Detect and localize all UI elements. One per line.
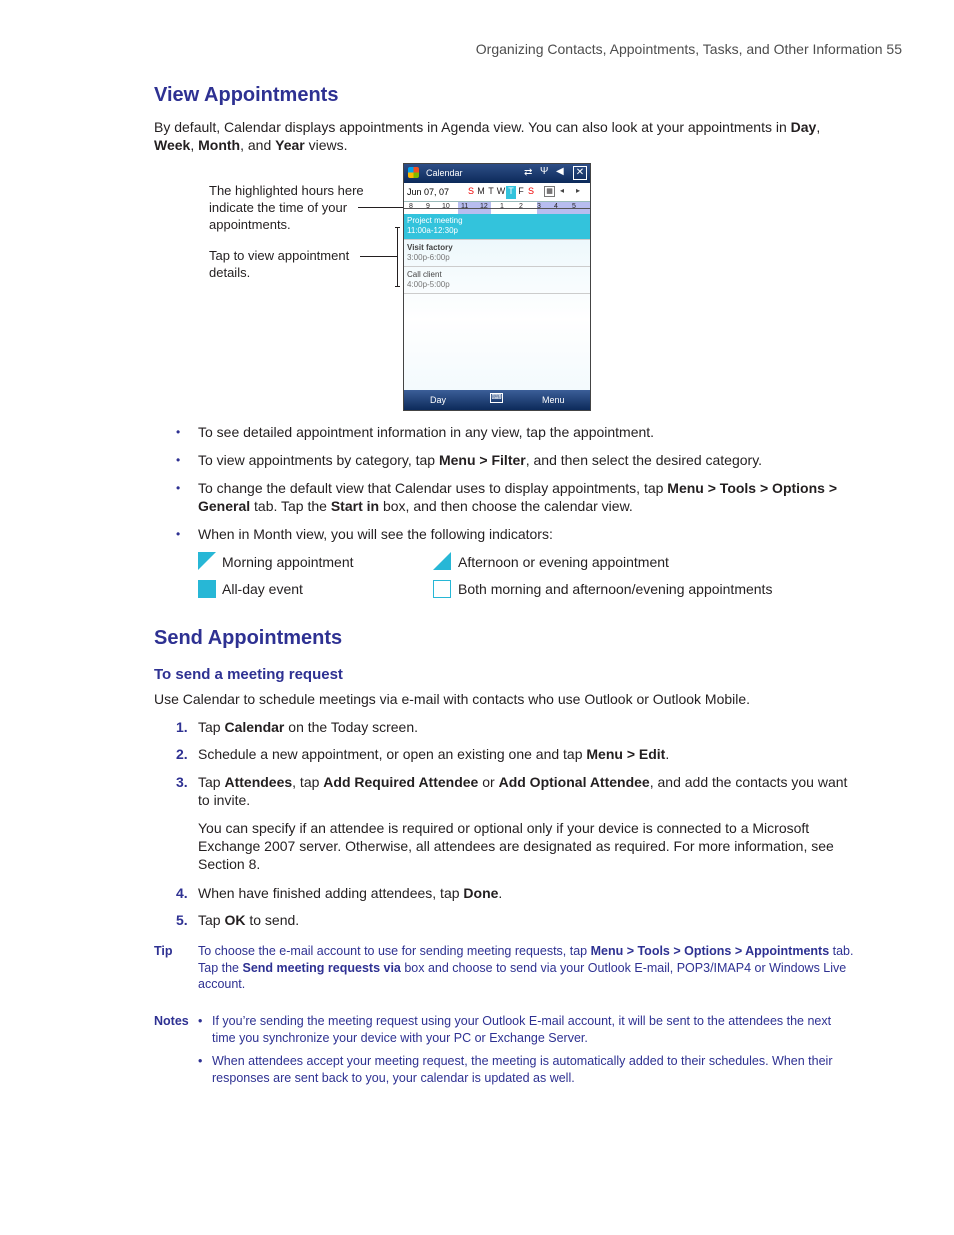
device-title-bar [404,164,590,183]
bullet-icon: • [176,481,181,495]
callout-line-tap [360,256,397,257]
callout-bracket-bottom [395,286,400,287]
weekday-sat[interactable]: S [527,186,534,196]
indicator-morning-label: Morning appointment [222,554,354,570]
step-item: 1. Tap Calendar on the Today screen. [176,719,418,735]
note-item: • When attendees accept your meeting request, the meeting is automatically added to their schedules. When their responses are sent back to you, your calendar is updated as well. [198,1054,833,1085]
appointment-item[interactable] [404,268,590,294]
weekday-thu[interactable]: T [506,186,516,199]
weekday-tue[interactable]: T [488,186,494,196]
connectivity-icon[interactable]: ⇄ [524,167,533,178]
step-item: 2. Schedule a new appointment, or open an existing one and tap Menu > Edit. [176,746,670,762]
bullet-icon: • [198,1054,203,1068]
callout-line-hours [358,207,407,208]
volume-icon[interactable]: ◀ [556,166,564,177]
section-title-view-appointments: View Appointments [154,84,339,106]
subsection-title: To send a meeting request [154,666,343,683]
appointment-name: Project meeting [407,216,463,225]
hour-label: 12 [480,203,488,210]
softkey-menu[interactable]: Menu [542,395,565,405]
hour-bar [404,202,590,214]
close-icon[interactable]: ✕ [573,166,587,180]
bullet-icon: • [198,1014,203,1028]
appointment-name: Visit factory [407,243,453,252]
appointment-time: 4:00p-5:00p [407,280,450,289]
prev-arrow-icon[interactable]: ◂ [560,186,565,195]
device-date-bar [404,183,590,202]
keyboard-icon[interactable]: ⌨ [491,394,502,401]
hour-label: 8 [409,203,413,210]
indicator-allday-label: All-day event [222,581,303,597]
bullet-icon: • [176,453,181,467]
appointment-item[interactable] [404,241,590,267]
callout-bracket [397,227,398,287]
section-title-send-appointments: Send Appointments [154,627,343,649]
signal-icon[interactable]: Ψ [540,166,549,177]
indicator-both-label: Both morning and afternoon/evening appointments [458,581,773,597]
step-number: 3. [176,774,188,790]
appointment-time: 11:00a-12:30p [407,226,459,235]
step-number: 2. [176,746,188,762]
morning-appointment-icon [198,552,216,570]
hour-label: 11 [461,203,469,210]
tip-text: To choose the e-mail account to use for sending meeting requests, tap Menu > Tools > Options > Appointments tab. Tap the Send meeting requests via box and choose to send via your Outlook E-mail, POP3/IMAP4 or Windows Live account. [198,944,854,991]
step-number: 1. [176,719,188,735]
softkey-day[interactable]: Day [430,395,447,405]
device-menu-bar [404,390,590,410]
hour-label: 10 [442,203,450,210]
bullet-item: • To view appointments by category, tap Menu > Filter, and then select the desired category. [176,452,763,468]
weekday-mon[interactable]: M [477,186,485,196]
weekday-fri[interactable]: F [518,186,524,196]
next-arrow-icon[interactable]: ▸ [576,186,581,195]
device-app-title: Calendar [426,168,463,178]
indicator-afternoon-label: Afternoon or evening appointment [458,554,669,570]
weekday-strip [466,186,536,199]
appointment-time: 3:00p-6:00p [407,253,450,262]
weekday-wed[interactable]: W [496,186,506,196]
running-header: Organizing Contacts, Appointments, Tasks, and Other Information 55 [475,41,902,57]
callout-tap-details: Tap to view appointment details. [209,248,350,280]
windows-start-icon[interactable] [408,167,419,178]
hour-label: 4 [554,203,558,210]
view-intro: By default, Calendar displays appointments in Agenda view. You can also look at your appointments in Day, Week, Month, and Year views. [154,119,821,153]
step-number: 4. [176,885,188,901]
all-day-event-icon [198,580,216,598]
callout-bracket-top [395,227,400,228]
hour-label: 2 [519,203,523,210]
appointment-list [404,214,590,390]
both-appointments-icon [433,580,451,598]
send-intro: Use Calendar to schedule meetings via e-mail with contacts who use Outlook or Outlook Mobile. [154,691,751,707]
step-number: 5. [176,912,188,928]
step3-note: You can specify if an attendee is required or optional only if your device is connected to a Microsoft Exchange 2007 server. Otherwise, all attendees are designated as required. For more information, see Section 8. [198,820,834,872]
appointment-name: Call client [407,270,442,279]
hour-label: 3 [537,203,541,210]
hour-label: 5 [572,203,576,210]
bullet-item: • When in Month view, you will see the following indicators: [176,526,553,542]
bullet-item: • To see detailed appointment information in any view, tap the appointment. [176,424,655,440]
afternoon-appointment-icon [433,552,451,570]
device-screenshot [403,163,591,411]
bullet-icon: • [176,425,181,439]
appointment-item[interactable] [404,214,590,240]
notes-label: Notes [154,1014,189,1028]
step-item: 3. Tap Attendees, tap Add Required Attendee or Add Optional Attendee, and add the contacts you want to invite. [176,774,848,808]
step-item: 4. When have finished adding attendees, tap Done. [176,885,503,901]
hour-label: 9 [426,203,430,210]
step-item: 5. Tap OK to send. [176,912,300,928]
calendar-today-icon[interactable]: ▦ [544,186,555,197]
weekday-sun[interactable]: S [467,186,474,196]
note-item: • If you’re sending the meeting request using your Outlook E-mail account, it will be sent to the attendees the next time you synchronize your device with your PC or Exchange Server. [198,1014,832,1045]
hour-bar-axis [404,208,590,209]
hour-label: 1 [500,203,504,210]
callout-highlighted-hours: The highlighted hours here indicate the time of your appointments. [209,183,364,232]
bullet-icon: • [176,527,181,541]
device-date[interactable]: Jun 07, 07 [407,187,450,197]
bullet-item: • To change the default view that Calendar uses to display appointments, tap Menu > Tools > Options > General tab. Tap the Start in box, and then choose the calendar view. [176,480,837,514]
tip-label: Tip [154,944,173,958]
